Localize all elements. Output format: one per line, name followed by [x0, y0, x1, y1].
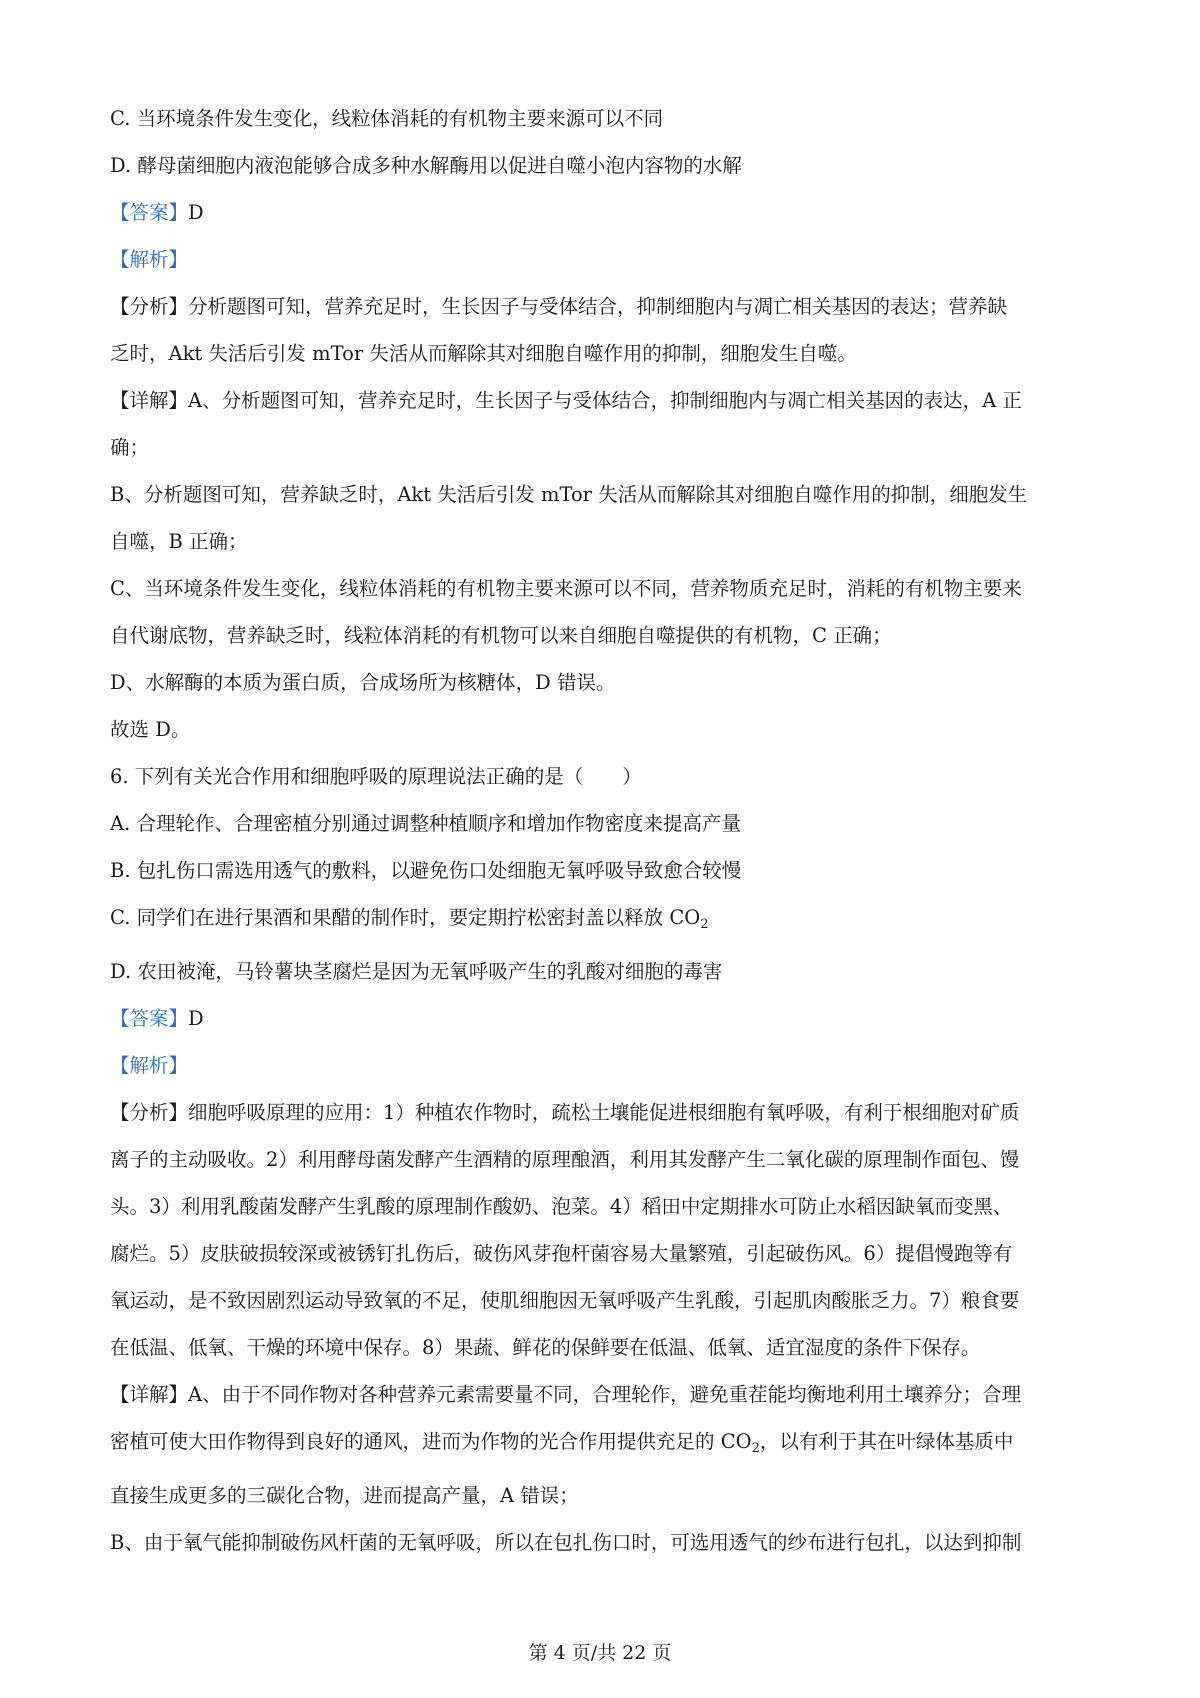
section-tag: 【解析】: [110, 1054, 189, 1077]
text-line: C、当环境条件发生变化，线粒体消耗的有机物主要来源可以不同，营养物质充足时，消耗的有机物主要来: [110, 577, 1022, 600]
tag-value: D: [188, 1007, 204, 1030]
text-line: 自代谢底物，营养缺乏时，线粒体消耗的有机物可以来自细胞自噬提供的有机物，C 正确；: [110, 624, 892, 647]
text-line: 确；: [110, 436, 150, 459]
section-tag: 【解析】: [110, 248, 189, 271]
text-line: 直接生成更多的三碳化合物，进而提高产量，A 错误；: [110, 1484, 579, 1507]
text-line: D. 农田被淹，马铃薯块茎腐烂是因为无氧呼吸产生的乳酸对细胞的毒害: [110, 960, 723, 983]
subscript: 2: [700, 917, 709, 932]
text-line: 【分析】细胞呼吸原理的应用：1）种植农作物时，疏松土壤能促进根细胞有氧呼吸，有利于根细胞对矿质: [110, 1101, 1020, 1124]
text-line: B、由于氧气能抑制破伤风杆菌的无氧呼吸，所以在包扎伤口时，可选用透气的纱布进行包扎，以达到抑制: [110, 1531, 1022, 1554]
subscript: 2: [751, 1441, 760, 1456]
text-line: [110, 189, 1100, 236]
text-line: [110, 1418, 1100, 1472]
text-line: [110, 894, 1100, 948]
text-line: 乏时，Akt 失活后引发 mTor 失活从而解除其对细胞自噬作用的抑制，细胞发生自噬。: [110, 342, 857, 365]
text-line: [110, 995, 1100, 1042]
text-line: A. 合理轮作、合理密植分别通过调整种植顺序和增加作物密度来提高产量: [110, 812, 741, 835]
text-line: 【详解】A、分析题图可知，营养充足时，生长因子与受体结合，抑制细胞内与凋亡相关基因的表达，A 正: [110, 389, 1022, 412]
text-line: 自噬，B 正确；: [110, 530, 248, 553]
line-text: C. 同学们在进行果酒和果醋的制作时，要定期拧松密封盖以释放 CO: [110, 906, 701, 929]
text-line: D. 酵母菌细胞内液泡能够合成多种水解酶用以促进自噬小泡内容物的水解: [110, 154, 742, 177]
text-line: 故选 D。: [110, 718, 191, 741]
text-line: D、水解酶的本质为蛋白质，合成场所为核糖体，D 错误。: [110, 671, 616, 694]
text-line: 离子的主动吸收。2）利用酵母菌发酵产生酒精的原理酿酒，利用其发酵产生二氧化碳的原理制作面包、馒: [110, 1148, 1020, 1171]
text-line: 6. 下列有关光合作用和细胞呼吸的原理说法正确的是（ ）: [110, 765, 642, 788]
text-line: C. 当环境条件发生变化，线粒体消耗的有机物主要来源可以不同: [110, 107, 664, 130]
text-line: 【分析】分析题图可知，营养充足时，生长因子与受体结合，抑制细胞内与凋亡相关基因的表达；营养缺: [110, 295, 1008, 318]
page-footer: 第 4 页/共 22 页: [528, 1642, 672, 1664]
text-line: [110, 1042, 1100, 1089]
text-line: 腐烂。5）皮肤破损较深或被锈钉扎伤后，破伤风芽孢杆菌容易大量繁殖，引起破伤风。6）提倡慢跑等有: [110, 1242, 1013, 1265]
text-line: 在低温、低氧、干燥的环境中保存。8）果蔬、鲜花的保鲜要在低温、低氧、适宜湿度的条件下保存。: [110, 1336, 981, 1359]
document-body: [110, 95, 1100, 1566]
section-tag: 【答案】: [110, 1007, 189, 1030]
tag-value: D: [188, 201, 204, 224]
text-line: 【详解】A、由于不同作物对各种营养元素需要量不同，合理轮作，避免重茬能均衡地利用土壤养分；合理: [110, 1383, 1022, 1406]
text-line: B、分析题图可知，营养缺乏时，Akt 失活后引发 mTor 失活从而解除其对细胞自噬作用的抑制，细胞发生: [110, 483, 1028, 506]
line-text: 密植可使大田作物得到良好的通风，进而为作物的光合作用提供充足的 CO: [110, 1430, 752, 1453]
text-line: [110, 236, 1100, 283]
section-tag: 【答案】: [110, 201, 189, 224]
text-line: B. 包扎伤口需选用透气的敷料，以避免伤口处细胞无氧呼吸导致愈合较慢: [110, 859, 742, 882]
line-text-after: ，以有利于其在叶绿体基质中: [759, 1430, 1014, 1453]
text-line: 氧运动，是不致因剧烈运动导致氧的不足，使肌细胞因无氧呼吸产生乳酸，引起肌肉酸胀乏力。7）粮食要: [110, 1289, 1020, 1312]
text-line: 头。3）利用乳酸菌发酵产生乳酸的原理制作酸奶、泡菜。4）稻田中定期排水可防止水稻因缺氧而变黑、: [110, 1195, 1013, 1218]
